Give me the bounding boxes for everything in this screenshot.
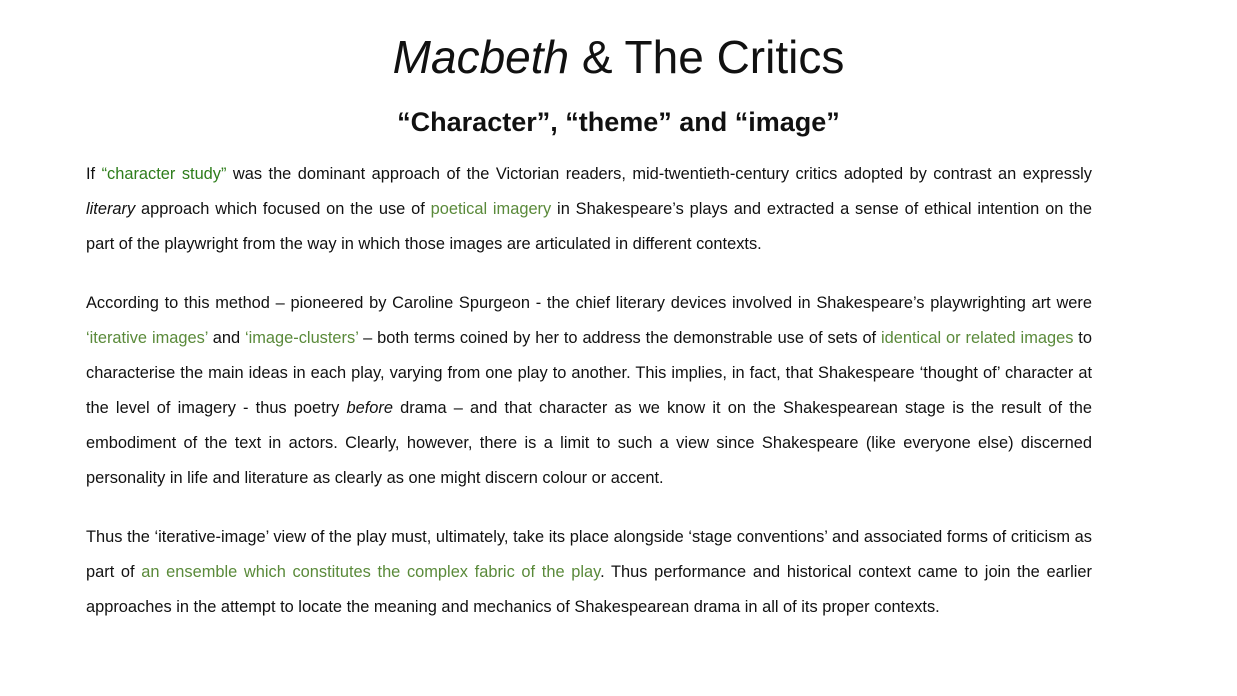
title-rest: & The Critics	[569, 31, 845, 83]
paragraph-1	[86, 157, 1092, 262]
paragraph-1-text: If	[86, 165, 102, 183]
highlight-iterative-images: ‘iterative images’	[86, 329, 208, 347]
emphasis-before: before	[346, 399, 393, 417]
highlight-poetical-imagery: poetical imagery	[430, 200, 552, 218]
paragraph-1-text: in Shakespeare’s plays and extracted a sense of ethical intention on the part of the playwright from the way in which those images are articulated in different contexts.	[86, 200, 1092, 253]
paragraph-2-text: and	[207, 329, 245, 347]
highlight-ensemble: an ensemble which constitutes the complex fabric of the play	[141, 563, 601, 581]
paragraph-3-text: . Thus performance and historical context came to join the earlier approaches in the attempt to locate the meaning and mechanics of Shakespearean drama in all of its proper contexts.	[86, 563, 1092, 616]
slide-title	[0, 28, 1237, 86]
paragraph-2-text: drama – and that character as we know it on the Shakespearean stage is the result of the embodiment of the text in actors. Clearly, however, there is a limit to such a view since Shakespeare (like everyone else) discerned personality in life and literature as clearly as one might discern colour or accent.	[86, 399, 1092, 487]
paragraph-2-text: – both terms coined by her to address the demonstrable use of sets of	[358, 329, 882, 347]
title-italic-play-name: Macbeth	[392, 31, 570, 83]
paragraph-1-text: approach which focused on the use of	[135, 200, 431, 218]
paragraph-2	[86, 286, 1092, 496]
paragraph-2-text: According to this method – pioneered by Caroline Spurgeon - the chief literary devices involved in Shakespeare’s playwrighting art were	[86, 294, 1092, 312]
slide-body	[86, 157, 1092, 625]
paragraph-3-text: Thus the ‘iterative-image’ view of the play must, ultimately, take its place alongside ‘stage conventions’ and associated forms of criticism as part of	[86, 528, 1092, 581]
highlight-image-clusters: ‘image-clusters’	[244, 329, 359, 347]
highlight-character-study: “character study”	[101, 165, 227, 183]
slide-subtitle: “Character”, “theme” and “image”	[397, 107, 840, 137]
paragraph-2-text: to characterise the main ideas in each play, varying from one play to another. This implies, in fact, that Shakespeare ‘thought of’ character at the level of imagery - thus poetry	[86, 329, 1092, 417]
paragraph-3	[86, 520, 1092, 625]
paragraph-1-text: was the dominant approach of the Victorian readers, mid-twentieth-century critics adopted by contrast an expressly	[226, 165, 1092, 183]
emphasis-literary: literary	[86, 200, 136, 218]
highlight-identical-or-related-images: identical or related images	[881, 329, 1074, 347]
